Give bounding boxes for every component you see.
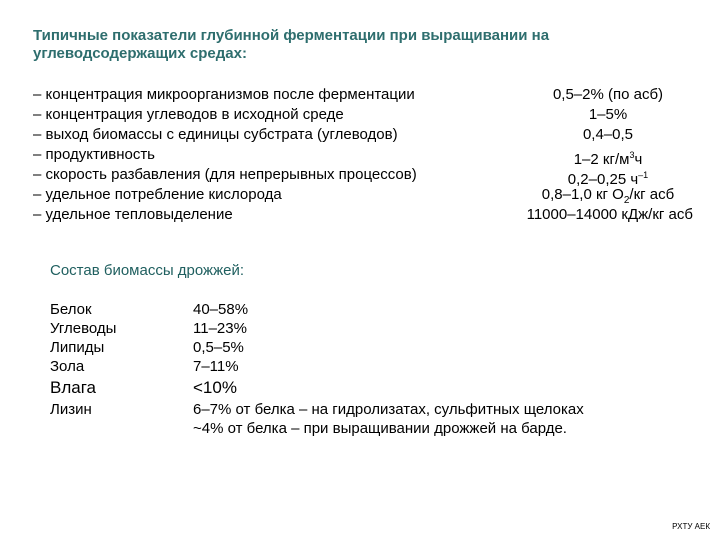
component-value: <10% — [193, 378, 237, 397]
parameter-row — [33, 165, 695, 188]
component-name: Липиды — [50, 339, 105, 356]
component-value: 0,5–5% — [193, 339, 244, 356]
parameter-value: 1–5% — [588, 106, 628, 123]
value-suffix: ч — [634, 151, 643, 168]
composition-row — [50, 300, 690, 319]
value-superscript: 3 — [629, 150, 635, 160]
composition-row — [50, 338, 690, 357]
footer-mark: РХТУ АЕК — [672, 522, 710, 531]
parameter-row — [33, 125, 695, 145]
parameter-value: 0,4–0,5 — [582, 126, 634, 143]
component-value-line: 6–7% от белка – на гидролизатах, сульфитных щелоках — [193, 401, 584, 418]
composition-title: Состав биомассы дрожжей: — [50, 262, 244, 279]
component-name: Белок — [50, 301, 92, 318]
parameter-name: – удельное тепловыделение — [33, 206, 233, 223]
value-main: 0,8–1,0 кг О — [541, 186, 624, 203]
component-value: 40–58% — [193, 301, 249, 318]
value-main: 0,2–0,25 ч — [567, 171, 639, 188]
component-name: Лизин — [50, 401, 92, 418]
parameter-row — [33, 105, 695, 125]
parameter-value: 11000–14000 кДж/кг асб — [526, 206, 693, 223]
component-value: 7–11% — [193, 358, 239, 375]
value-superscript: –1 — [638, 170, 649, 180]
parameter-row — [33, 205, 695, 225]
value-main: 1–2 кг/м — [573, 151, 630, 168]
parameter-name: – выход биомассы с единицы субстрата (углеводов) — [33, 126, 398, 143]
yeast-composition-table — [50, 300, 690, 440]
component-name: Зола — [50, 358, 85, 375]
component-value-line: ~4% от белка – при выращивании дрожжей на барде. — [193, 420, 567, 437]
component-name: Влага — [50, 378, 96, 397]
component-value: 11–23% — [193, 320, 247, 337]
parameter-name: – концентрация микроорганизмов после ферментации — [33, 86, 415, 103]
parameter-name: – удельное потребление кислорода — [33, 186, 282, 203]
slide-title: Типичные показатели глубинной ферментации при выращивании на углеводсодержащих средах: — [33, 27, 550, 62]
parameter-value: 0,5–2% (по асб) — [552, 86, 664, 103]
component-name: Углеводы — [50, 320, 117, 337]
fermentation-parameters-list — [33, 85, 695, 225]
composition-row — [50, 319, 690, 338]
parameter-row — [33, 185, 695, 205]
parameter-name: – скорость разбавления (для непрерывных процессов) — [33, 166, 417, 183]
value-suffix: /кг асб — [629, 186, 675, 203]
composition-row — [50, 400, 690, 440]
parameter-row — [33, 145, 695, 168]
parameter-name: – концентрация углеводов в исходной среде — [33, 106, 344, 123]
parameter-row — [33, 85, 695, 105]
value-subscript: 2 — [623, 195, 630, 206]
component-value — [193, 400, 663, 438]
composition-row — [50, 376, 690, 400]
parameter-name: – продуктивность — [33, 146, 155, 163]
composition-row — [50, 357, 690, 376]
